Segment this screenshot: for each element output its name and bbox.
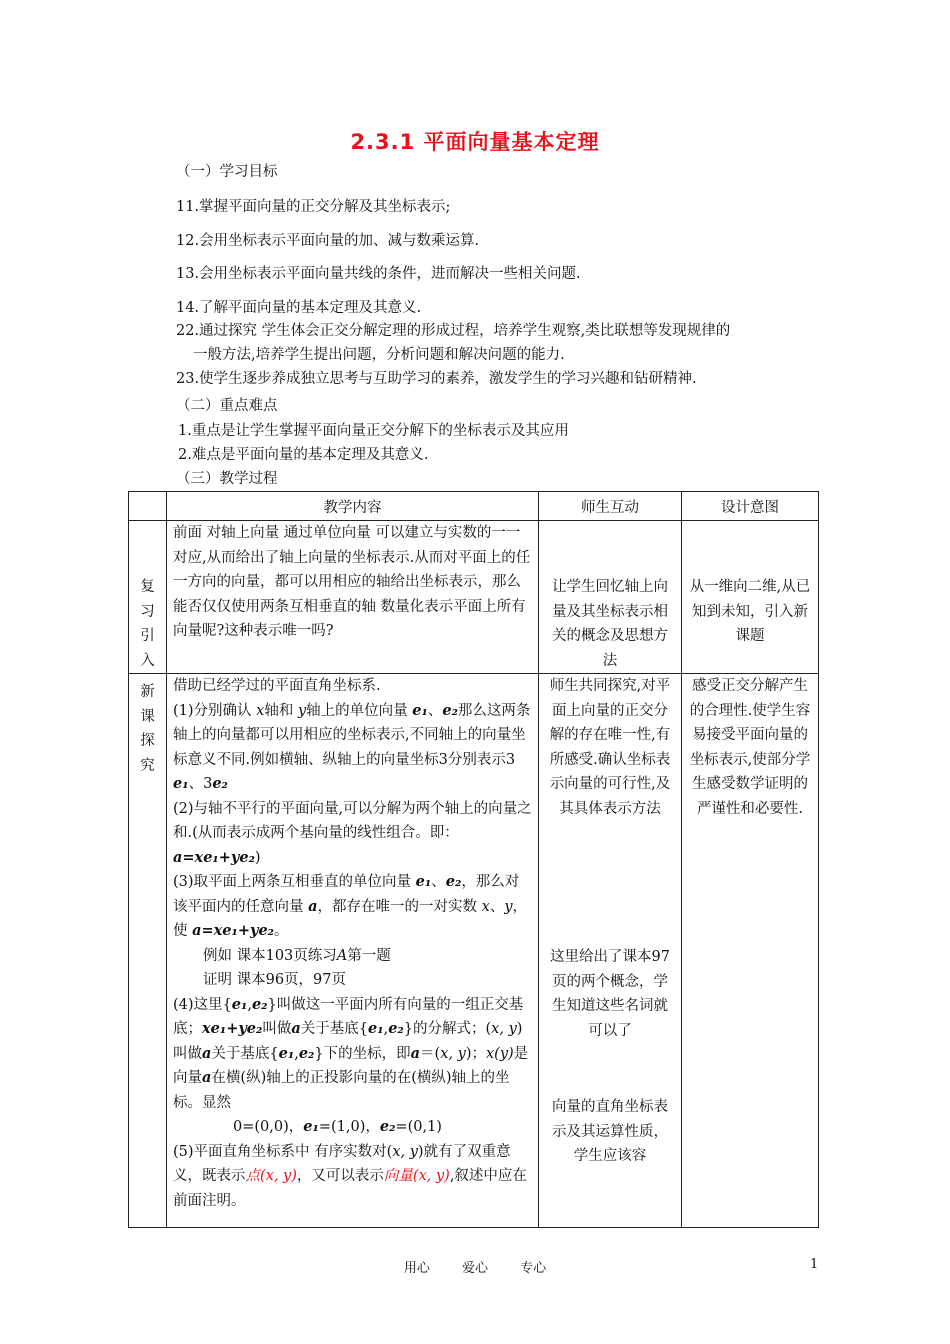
goal-item: 22.通过探究 学生体会正交分解定理的形成过程，培养学生观察,类比联想等发现规律的	[176, 323, 731, 339]
section-char: 复	[140, 579, 155, 595]
section-char: 引	[140, 628, 155, 644]
paragraph: 借助已经学过的平面直角坐标系.	[173, 678, 381, 694]
section-label	[129, 674, 167, 1228]
review-content: 前面 对轴上向量 通过单位向量 可以建立与实数的一一对应,从而给出了轴上向量的坐标表示.从而对平面上的任一方向的向量，都可以用相应的轴给出坐标表示，那么能否仅仅使用两条互相垂直的轴 数量化表示平面上所有向量呢?这种表示唯一吗?	[167, 521, 539, 674]
paragraph: (2)与轴不平行的平面向量,可以分解为两个轴上的向量之和.(从而表示成两个基向量的线性组合。即：a=xe₁+ye₂)	[173, 800, 532, 866]
footer-text: 用心	[403, 1261, 430, 1276]
proof-line: 证明 课本96页，97页	[203, 972, 347, 988]
page-number: 1	[810, 1257, 819, 1272]
keypoint-item: 1.重点是让学生掌握平面向量正交分解下的坐标表示及其应用	[178, 423, 569, 439]
section-heading-goals: （一）学习目标	[176, 164, 278, 180]
interaction-note: 师生共同探究,对平面上向量的正交分解的存在唯一性,有所感受.确认坐标表示向量的可行性,及其具体表示方法	[549, 678, 671, 817]
paragraph: (4)这里{e₁,e₂}叫做这一平面内所有向量的一组正交基底；xe₁+ye₂叫做a关于基底{e₁,e₂}的分解式；(x, y)叫做a关于基底{e₁,e₂}下的坐标，即a＝(x, y)；x(y)是向量a在横(纵)轴上的正投影向量的在(横纵)轴上的坐标。显然	[173, 995, 529, 1111]
section-heading-keypoints: （二）重点难点	[176, 398, 278, 414]
goal-item: 23.使学生逐步养成独立思考与互助学习的素养，激发学生的学习兴趣和钻研精神.	[176, 371, 697, 387]
page-footer	[0, 1257, 950, 1276]
table-row	[129, 521, 819, 674]
table-row	[129, 674, 819, 1228]
section-label	[129, 521, 167, 674]
goal-item: 12.会用坐标表示平面向量的加、减与数乘运算.	[176, 233, 480, 249]
section-char: 探	[140, 733, 155, 749]
section-char: 新	[140, 684, 155, 700]
new-lesson-interaction	[539, 674, 682, 1228]
zero-vector-line: 0=(0,0)，e₁=(1,0)，e₂=(0,1)	[233, 1118, 442, 1135]
header-empty	[129, 492, 167, 521]
header-interaction: 师生互动	[539, 492, 682, 521]
table-header-row	[129, 492, 819, 521]
footer-text: 专心	[520, 1261, 547, 1276]
section-char: 课	[140, 708, 155, 725]
section-char: 入	[140, 652, 155, 669]
section-char: 习	[140, 603, 155, 620]
paragraph: (3)取平面上两条互相垂直的单位向量 e₁、e₂，那么对该平面内的任意向量 a，都存在唯一的一对实数 x、y，使 a=xe₁+ye₂。	[173, 873, 528, 939]
goal-item: 14.了解平面向量的基本定理及其意义.	[176, 300, 422, 316]
footer-text: 爱心	[461, 1261, 488, 1276]
goal-item: 13.会用坐标表示平面向量共线的条件，进而解决一些相关问题.	[176, 266, 581, 282]
goal-item: 11.掌握平面向量的正交分解及其坐标表示;	[176, 199, 451, 215]
review-interaction: 让学生回忆轴上向量及其坐标表示相关的概念及思想方法	[539, 521, 682, 674]
section-char: 究	[140, 757, 155, 774]
review-intent: 从一维向二维,从已知到未知，引入新课题	[682, 521, 819, 674]
page-title: 2.3.1 平面向量基本定理	[350, 130, 600, 154]
interaction-note: 向量的直角坐标表示及其运算性质，学生应该容	[552, 1099, 668, 1164]
goal-item-continued: 一般方法,培养学生提出问题，分析问题和解决问题的能力.	[193, 347, 565, 363]
header-content: 教学内容	[167, 492, 539, 521]
new-lesson-intent: 感受正交分解产生的合理性.使学生容易接受平面向量的坐标表示,使部分学生感受数学证明的严谨性和必要性.	[682, 674, 819, 1228]
interaction-note: 这里给出了课本97页的两个概念，学生知道这些名词就可以了	[550, 949, 670, 1039]
header-intent: 设计意图	[682, 492, 819, 521]
teaching-process-table	[128, 491, 819, 1228]
section-heading-process: （三）教学过程	[176, 471, 278, 487]
paragraph: (5)平面直角坐标系中 有序实数对(x, y)就有了双重意义，既表示点(x, y)，又可以表示向量(x, y),叙述中应在前面注明。	[173, 1143, 527, 1209]
keypoint-item: 2.难点是平面向量的基本定理及其意义.	[178, 447, 429, 463]
new-lesson-content	[167, 674, 539, 1228]
paragraph: (1)分别确认 x轴和 y轴上的单位向量 e₁、e₂那么这两条轴上的向量都可以用相应的坐标表示,不同轴上的向量坐标意义不同.例如横轴、纵轴上的向量坐标3分别表示3 e₁、3e₂	[173, 701, 531, 792]
example-line: 例如 课本103页练习A第一题	[203, 947, 391, 964]
